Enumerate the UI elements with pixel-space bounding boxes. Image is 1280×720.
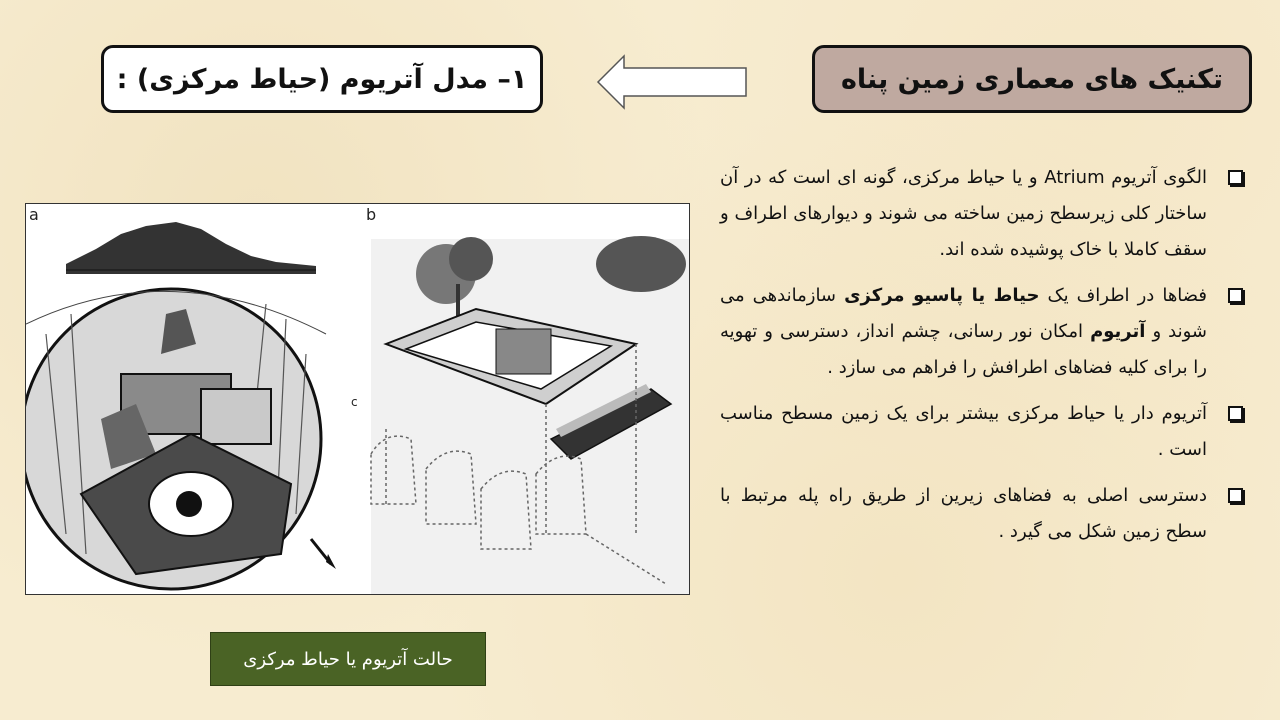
bullet-item [720,396,1245,468]
atrium-sketch [26,204,689,594]
bullet-item [720,278,1245,386]
bullet-bold-text: حیاط یا پاسیو مرکزی [844,285,1040,306]
checkbox-bullet-icon [1228,288,1243,303]
checkbox-bullet-icon [1228,170,1243,185]
checkbox-bullet-icon [1228,488,1243,503]
label-c: c [351,395,358,409]
model-title [101,45,543,113]
label-a: a [29,205,39,224]
figure-caption [210,632,486,686]
bullet-item [720,478,1245,550]
bullet-text-part: سازماندهی می شوند و [720,285,1207,342]
slide-title-text: تکنیک های معماری زمین پناه [840,63,1224,95]
bullet-text: الگوی آتریوم Atrium و یا حیاط مرکزی، گونه ای است که در آن ساختار کلی زیرسطح زمین ساخته می شوند و دیوارهای اطراف و سقف کاملا با خاک پوشیده شده اند. [720,167,1208,260]
bullet-text: دسترسی اصلی به فضاهای زیرین از طریق راه پله مرتبط با سطح زمین شکل می گیرد . [720,485,1207,542]
bullet-item [720,160,1245,268]
label-b: b [366,205,377,224]
checkbox-bullet-icon [1228,406,1243,421]
arrow-left-icon [596,54,750,110]
slide-title [812,45,1252,113]
bullet-text-part: فضاها در اطراف یک [1039,285,1208,306]
bullet-bold-text: آتریوم [1090,321,1146,342]
model-title-text: ۱– مدل آتریوم (حیاط مرکزی) : [116,63,528,95]
atrium-illustration [25,203,690,595]
bullet-text-part: امکان نور رسانی، چشم انداز، دسترسی و تهویه را برای کلیه فضاهای اطرافش را فراهم می سازد . [720,321,1207,378]
figure-caption-text: حالت آتریوم یا حیاط مرکزی [243,648,453,670]
bullet-list [720,160,1245,560]
bullet-text: آتریوم دار یا حیاط مرکزی بیشتر برای یک زمین مسطح مناسب است . [720,403,1207,460]
